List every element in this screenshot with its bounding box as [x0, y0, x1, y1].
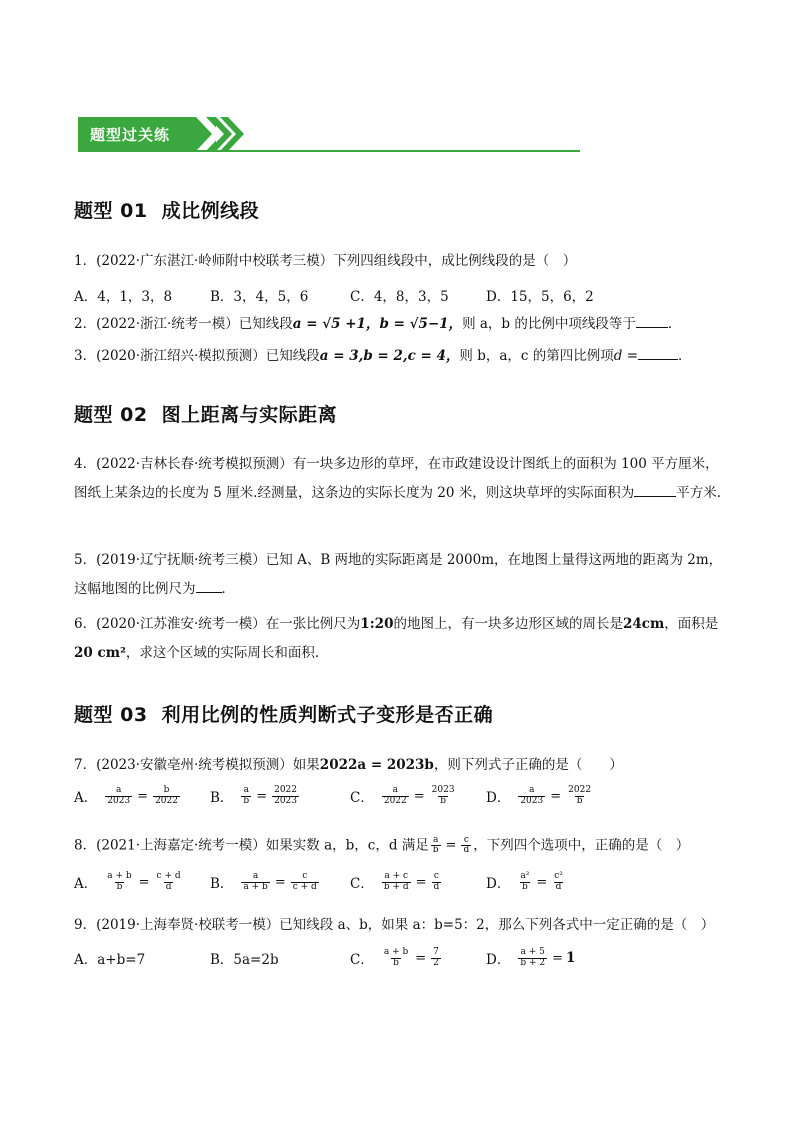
option-a[interactable]: A．a+b=7 — [74, 952, 146, 968]
section-heading-01: 题型 01 成比例线段 — [74, 200, 260, 222]
fraction: $\frac{7}{2}$ — [433, 947, 439, 968]
question-4: 4．(2022·吉林长春·统考模拟预测）有一块多边形的草坪，在市政建设设计图纸上的面积为 100 平方厘米，图纸上某条边的长度为 5 厘米.经测量，这条边的实际长度为 20 米，则这块草坪的实际面积为 平方米. — [74, 456, 722, 501]
fraction: $\frac{a + 5}{b + 2}$ — [520, 947, 546, 968]
option-c[interactable]: C． $\frac{a}{2022}$ = $\frac{2023}{b}$ — [350, 785, 455, 806]
question-6: 6．(2020·江苏淮安·统考一模）在一张比例尺为1:20的地图上，有一块多边形区域的周长是24cm，面积是20 cm²，求这个区域的实际周长和面积． — [74, 616, 719, 661]
fraction: $\frac{a}{2022}$ — [383, 785, 407, 806]
option-a[interactable]: A． $\frac{a}{2023}$ = $\frac{b}{2022}$ — [74, 785, 178, 806]
fraction: $\frac{2023}{b}$ — [431, 785, 455, 806]
option-d[interactable]: D． $\frac{a + 5}{b + 2}$ = 1 — [486, 947, 576, 968]
fraction: $\frac{c}{c + d}$ — [292, 871, 317, 892]
question-9: 9．(2019·上海奉贤·校联考一模）已知线段 a、b，如果 a：b=5：2，那么下列各式中一定正确的是（ ） — [74, 917, 715, 933]
fraction: $\frac{a}{b}$ — [432, 835, 439, 856]
question-2: 2．(2022·浙江·统考一模）已知线段a = √5 +1，b = √5−1，则 a，b 的比例中项线段等于 ． — [74, 316, 682, 332]
fraction: $\frac{a + c}{b + d}$ — [383, 871, 409, 892]
question-5: 5．(2019·辽宁抚顺·统考三模）已知 A、B 两地的实际距离是 2000m，在地图上量得这两地的距离为 2m，这幅地图的比例尺为 ． — [74, 552, 723, 597]
option-d[interactable]: D． $\frac{\text{a²}}{b}$ = $\frac{\text{c²}}{d}$ — [486, 871, 563, 892]
fraction: $\frac{a + b}{b}$ — [383, 947, 409, 968]
option-b[interactable]: B． $\frac{a}{b}$ = $\frac{2022}{2023}$ — [210, 785, 297, 806]
fraction: $\frac{\text{c²}}{d}$ — [554, 871, 563, 892]
question-3: 3．(2020·浙江绍兴·模拟预测）已知线段a = 3,b = 2,c = 4，则 b，a，c 的第四比例项d = ． — [74, 348, 692, 364]
fraction: $\frac{a}{2023}$ — [520, 785, 544, 806]
fraction: $\frac{a}{b}$ — [243, 785, 250, 806]
answer-blank[interactable] — [196, 581, 222, 593]
answer-blank[interactable] — [638, 348, 678, 360]
question-8: 8．(2021·上海嘉定·统考一模）如果实数 a，b，c，d 满足 $\frac{a}{b}$ = $\frac{c}{d}$ ，下列四个选项中，正确的是（ ） — [74, 835, 690, 856]
fraction: $\frac{a}{a + b}$ — [243, 871, 268, 892]
option-a[interactable]: A． $\frac{a + b}{b}$ = $\frac{c + d}{d}$ — [74, 871, 181, 892]
fraction: $\frac{a}{2023}$ — [107, 785, 131, 806]
option-b[interactable]: B． $\frac{a}{a + b}$ = $\frac{c}{c + d}$ — [210, 871, 317, 892]
question-7: 7．(2023·安徽亳州·统考模拟预测）如果2022a = 2023b，则下列式子正确的是（ ） — [74, 757, 623, 773]
banner-underline — [78, 150, 580, 152]
fraction: $\frac{c}{d}$ — [463, 835, 470, 856]
question-1: 1．(2022·广东湛江·岭师附中校联考三模）下列四组线段中，成比例线段的是（ ） — [74, 253, 577, 269]
option-a[interactable]: A．4，1，3，8 — [74, 289, 173, 305]
banner-stripes — [196, 117, 256, 151]
answer-blank[interactable] — [636, 316, 668, 328]
fraction: $\frac{b}{2022}$ — [155, 785, 178, 806]
fraction: $\frac{a + b}{b}$ — [107, 871, 132, 892]
option-c[interactable]: C．4，8，3，5 — [350, 289, 449, 305]
option-b[interactable]: B．5a=2b — [210, 952, 279, 968]
option-d[interactable]: D．15，5，6，2 — [486, 289, 594, 305]
fraction: $\frac{c}{d}$ — [433, 871, 440, 892]
section-heading-03: 题型 03 利用比例的性质判断式子变形是否正确 — [74, 704, 494, 726]
section-banner — [78, 117, 580, 153]
fraction: $\frac{\text{a²}}{b}$ — [520, 871, 530, 892]
banner-label: 题型过关练 — [90, 126, 171, 144]
option-c[interactable]: C． $\frac{a + c}{b + d}$ = $\frac{c}{d}$ — [350, 871, 440, 892]
option-b[interactable]: B．3，4，5，6 — [210, 289, 309, 305]
option-d[interactable]: D． $\frac{a}{2023}$ = $\frac{2022}{b}$ — [486, 785, 592, 806]
fraction: $\frac{c + d}{d}$ — [156, 871, 181, 892]
option-c[interactable]: C． $\frac{a + b}{b}$ = $\frac{7}{2}$ — [350, 947, 439, 968]
fraction: $\frac{2022}{2023}$ — [274, 785, 297, 806]
section-heading-02: 题型 02 图上距离与实际距离 — [74, 404, 338, 426]
answer-blank[interactable] — [634, 485, 676, 497]
fraction: $\frac{2022}{b}$ — [568, 785, 592, 806]
